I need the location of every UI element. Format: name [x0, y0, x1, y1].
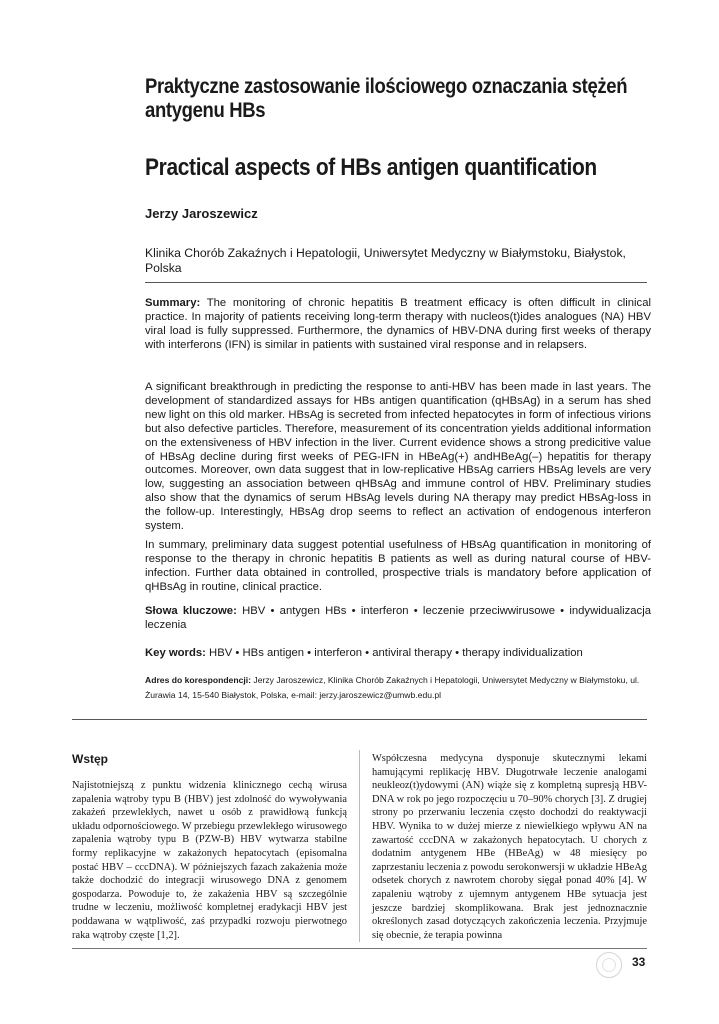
title-polish: Praktyczne zastosowanie ilościowego oznaczania stężeń antygenu HBs	[145, 74, 628, 122]
title-english: Practical aspects of HBs antigen quantification	[145, 154, 597, 181]
body-column-left: Najistotniejszą z punktu widzenia klinicznego cechą wirusa zapalenia wątroby typu B (HBV) jest zdolność do wywoływania zakażeń przewlekłych, nawet u osób z prawidłową funkcją układu odpornościowego. W przebiegu przewlekłego wirusowego zapalenia wątroby typu B (PZW-B) HBV wytwarza stabilne formy replikacyjne w zakażonych hepatocytach (episomalna postać HBV – cccDNA). W późniejszych fazach zakażenia może także dochodzić do integracji wirusowego DNA z genomem gospodarza. Powoduje to, że zakażenia HBV są szczególnie trudne w leczeniu, możliwość kompletnej eradykacji HBV jest poddawana w wątpliwość, zaś przypadki rozwoju pierwotnego raka wątroby częste [1,2].	[72, 780, 347, 941]
header-rule	[145, 282, 647, 283]
correspondence-text: Jerzy Jaroszewicz, Klinika Chorób Zakaźnych i Hepatologii, Uniwersytet Medyczny w Białymstoku, ul. Żurawia 14, 15-540 Białystok, Polska, e-mail: jerzy.jaroszewicz@umwb.edu.pl	[145, 675, 640, 700]
abstract-summary	[145, 297, 651, 353]
abstract-paragraph-3: In summary, preliminary data suggest potential usefulness of HBsAg quantification in monitoring of response to the therapy in chronic hepatitis B patients as well as during natural course of HBV-infection. Further data obtained in controlled, prospective trials is mandatory before application of qHBsAg in routine, clinical practice.	[145, 539, 651, 593]
keywords-en-label: Key words:	[145, 647, 206, 659]
abstract-bottom-rule	[72, 719, 647, 720]
body-column-right: Współczesna medycyna dysponuje skutecznymi lekami hamującymi replikację HBV. Długotrwałe leczenie analogami neukleoz(t)ydowymi (AN) wiąże się z kompletną supresją HBV-DNA w rok po jego rozpoczęciu u 70–90% chorych [3]. Z drugiej strony po przerwaniu leczenia często dochodzi do reaktywacji HBV. Wynika to w dużej mierze z niewielkiego wpływu AN na zawartość cccDNA w zakażonych hepatocytach. U chorych z dodatnim antygenem HBe (HBeAg) w 48 miesięcy po zaprzestaniu leczenia z powodu serokonwersji w układzie HBeAg odsetek chorych z nawrotem choroby sięgał ponad 40% [4]. W zapaleniu wątroby z ujemnym antygenem HBe sytuacja jest jeszcze bardziej skomplikowana. Brak jest jednoznacznie określonych zasad dotyczących zakończenia leczenia. Przyjmuje się obecnie, że terapia powinna	[372, 753, 647, 941]
keywords-en-text: HBV • HBs antigen • interferon • antiviral therapy • therapy individualization	[205, 647, 583, 659]
page-number: 33	[632, 955, 646, 969]
correspondence	[145, 673, 645, 703]
section-heading: Wstęp	[72, 752, 108, 766]
keywords-pl-text: HBV • antygen HBs • interferon • leczenie przeciwwirusowe • indywidualizacja leczenia	[145, 605, 651, 631]
affiliation: Klinika Chorób Zakaźnych i Hepatologii, Uniwersytet Medyczny w Białymstoku, Białystok, Polska	[145, 246, 626, 275]
journal-logo-icon	[596, 952, 622, 978]
footer-rule	[72, 948, 647, 949]
column-divider	[359, 750, 360, 942]
keywords-english	[145, 647, 651, 661]
keywords-pl-label: Słowa kluczowe:	[145, 605, 237, 617]
author: Jerzy Jaroszewicz	[145, 206, 258, 221]
keywords-polish	[145, 605, 651, 633]
abstract-paragraph-2: A significant breakthrough in predicting the response to anti-HBV has been made in last years. The development of standardized assays for HBs antigen quantification (qHBsAg) in a serum has shed new light on this old marker. HBsAg is secreted from infected hepatocytes in form of infectious virions but also defective particles. Therefore, measurement of its concentration yields additional information on the extensiveness of HBV infection in the liver. Current evidence shows a strong predicitive value of HBsAg decline during first weeks of PEG-IFN in HBeAg(+) andHBeAg(–) hepatitis for therapy outcomes. Moreover, own data suggest that in low-replicative HBsAg carriers HBsAg levels are very low, suggesting an association between qHBsAg and immune control of HBV. Preliminary studies also show that the dynamics of serum HBsAg levels during NA therapy may predict HBsAg-loss in the follow-up. Interestingly, HBsAg drop seems to reflect an activation of endogenous interferon system.	[145, 381, 651, 533]
summary-text: The monitoring of chronic hepatitis B treatment efficacy is often difficult in clinical practice. In majority of patients receiving long-term therapy with nucleos(t)ides analogues (NA) HBV viral load is fully suppressed. Furthermore, the dynamics of HBV-DNA during first weeks of therapy with interferons (IFN) is similar in patients with sustained viral response and in relapsers.	[145, 297, 651, 351]
summary-label: Summary:	[145, 297, 201, 309]
correspondence-label: Adres do korespondencji:	[145, 675, 252, 685]
